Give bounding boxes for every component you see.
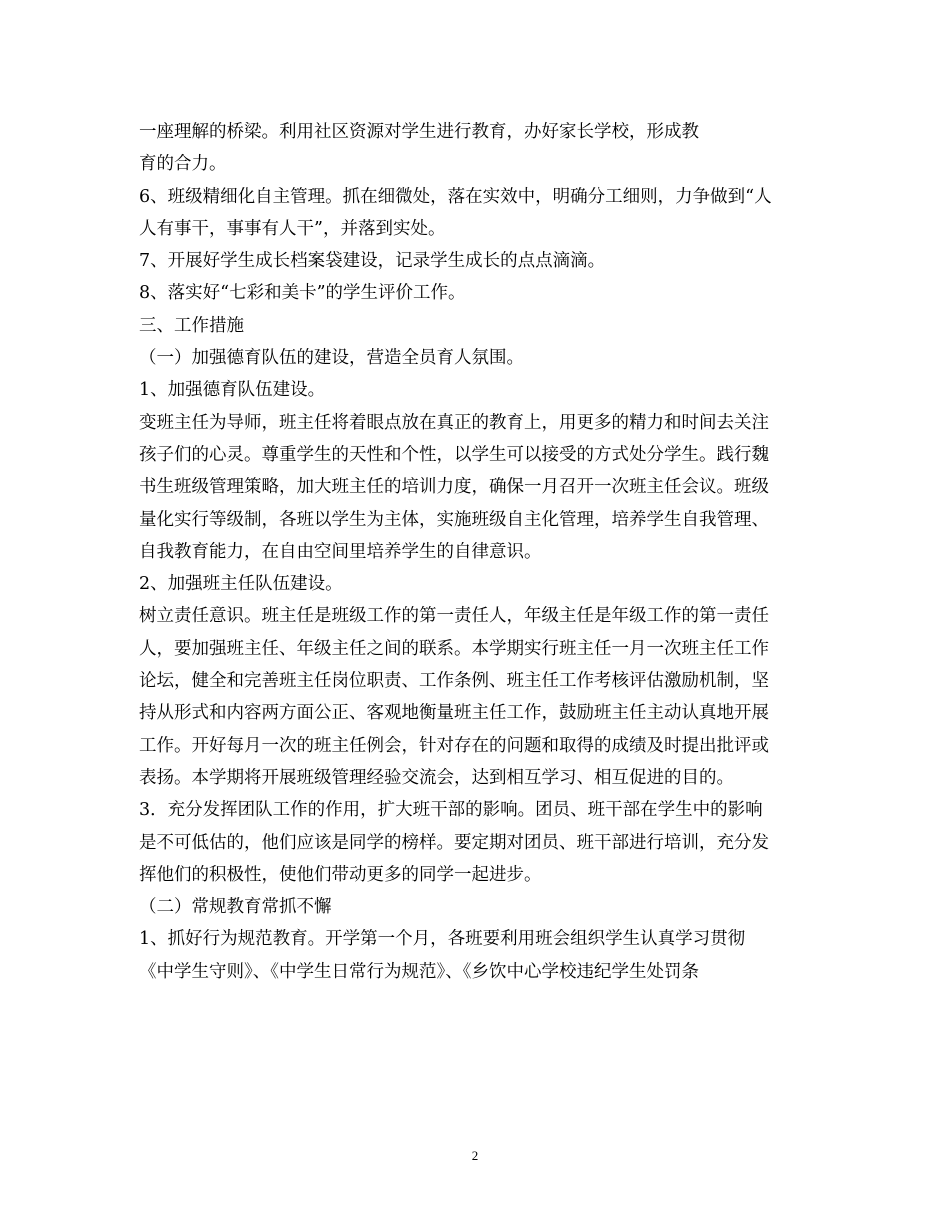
text-line: 树立责任意识。班主任是班级工作的第一责任人，年级主任是年级工作的第一责任 — [139, 606, 769, 627]
text-line: 书生班级管理策略，加大班主任的培训力度，确保一月召开一次班主任会议。班级 — [139, 477, 769, 498]
text-line: 是不可低估的，他们应该是同学的榜样。要定期对团员、班干部进行培训，充分发 — [139, 832, 769, 853]
text-line: 6、班级精细化自主管理。抓在细微处，落在实效中，明确分工细则，力争做到“人 — [139, 186, 772, 207]
text-line: 人，要加强班主任、年级主任之间的联系。本学期实行班主任一月一次班主任工作 — [139, 638, 769, 659]
text-line: 3．充分发挥团队工作的作用，扩大班干部的影响。团员、班干部在学生中的影响 — [139, 800, 763, 821]
text-line: 《中学生守则》、《中学生日常行为规范》、《乡饮中心学校违纪学生处罚条 — [139, 961, 699, 982]
text-line: 2、加强班主任队伍建设。 — [139, 574, 343, 595]
document-body — [139, 116, 814, 988]
section-heading: 三、工作措施 — [139, 315, 244, 336]
text-line: 量化实行等级制，各班以学生为主体，实施班级自主化管理，培养学生自我管理、 — [139, 509, 769, 530]
text-line: 1、加强德育队伍建设。 — [139, 380, 326, 401]
text-line: 工作。开好每月一次的班主任例会，针对存在的问题和取得的成绩及时提出批评或 — [139, 735, 769, 756]
text-line: 挥他们的积极性，使他们带动更多的同学一起进步。 — [139, 864, 542, 885]
text-line: 孩子们的心灵。尊重学生的天性和个性，以学生可以接受的方式处分学生。践行魏 — [139, 444, 769, 465]
text-line: 育的合力。 — [139, 154, 227, 175]
text-line: 持从形式和内容两方面公正、客观地衡量班主任工作，鼓励班主任主动认真地开展 — [139, 703, 769, 724]
text-line: 自我教育能力，在自由空间里培养学生的自律意识。 — [139, 541, 542, 562]
text-line: 一座理解的桥梁。利用社区资源对学生进行教育，办好家长学校，形成教 — [139, 122, 699, 142]
text-line: 表扬。本学期将开展班级管理经验交流会，达到相互学习、相互促进的目的。 — [139, 767, 734, 788]
text-line: 人有事干，事事有人干”，并落到实处。 — [139, 218, 446, 239]
subsection-heading: （一）加强德育队伍的建设，营造全员育人氛围。 — [139, 348, 524, 369]
text-line: 论坛，健全和完善班主任岗位职责、工作条例、班主任工作考核评估激励机制，坚 — [139, 671, 769, 692]
text-line: 变班主任为导师，班主任将着眼点放在真正的教育上，用更多的精力和时间去关注 — [139, 412, 769, 433]
text-line: 7、开展好学生成长档案袋建设，记录学生成长的点点滴滴。 — [139, 251, 606, 272]
text-line: 1、抓好行为规范教育。开学第一个月，各班要利用班会组织学生认真学习贯彻 — [139, 929, 746, 950]
subsection-heading: （二）常规教育常抓不懈 — [139, 897, 332, 918]
text-line: 8、落实好“七彩和美卡”的学生评价工作。 — [139, 283, 466, 304]
page-number: 2 — [471, 1148, 479, 1163]
